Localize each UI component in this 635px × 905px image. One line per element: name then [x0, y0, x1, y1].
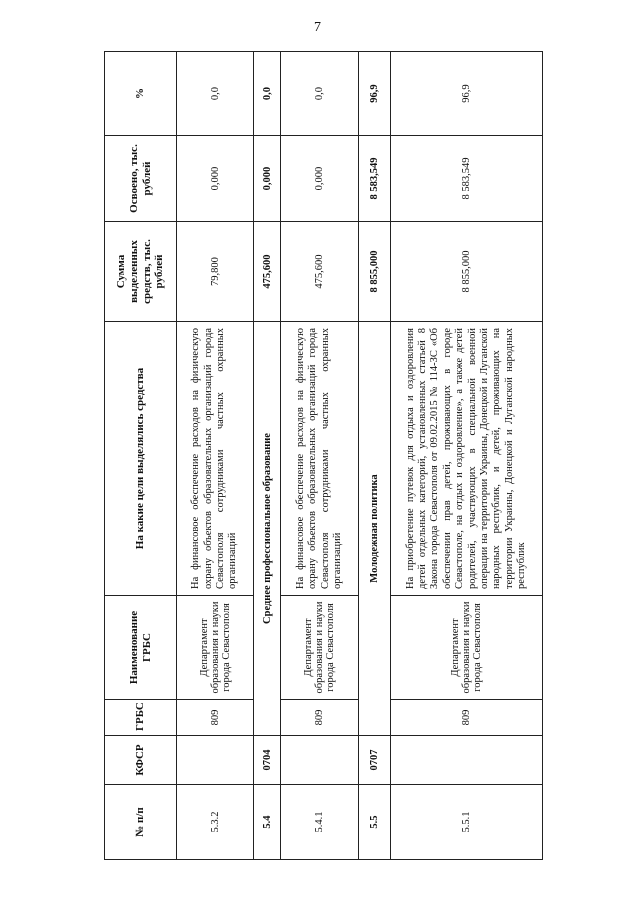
row-purpose: На приобретение путевок для отдыха и оздоровления детей отдельных категорий, установленных статьей 8 Закона города Севастополя от 09.02.2015 № 114-ЗС «Об обеспечении прав детей, проживающих в городе Севастополе, на отдых и оздоровление», а также детей родителей, участвующих в специальной военной операции на территории Украины, Донецкой и Луганской народных республик, и детей, проживающих на территории Украины, Донецкой и Луганской народных республик — [391, 322, 543, 596]
row-kfsr: 0704 — [254, 736, 281, 785]
funds-table — [104, 51, 543, 860]
table-row — [281, 52, 359, 860]
page-number: 7 — [314, 20, 321, 35]
row-num: 5.3.2 — [177, 785, 254, 860]
header-percent: % — [105, 52, 177, 136]
row-percent: 0,0 — [177, 52, 254, 136]
table-section-row — [359, 52, 391, 860]
row-num: 5.5.1 — [391, 785, 543, 860]
header-grbs: ГРБС — [105, 700, 177, 736]
row-name: Департамент образования и науки города Севастополя — [177, 596, 254, 700]
row-allocated: 79,800 — [177, 222, 254, 322]
row-percent: 96,9 — [359, 52, 391, 136]
row-num: 5.4.1 — [281, 785, 359, 860]
row-purpose: На финансовое обеспечение расходов на физическую охрану объектов образовательных организаций города Севастополя сотрудниками частных охранных организаций — [281, 322, 359, 596]
row-name: Департамент образования и науки города Севастополя — [281, 596, 359, 700]
row-spent: 0,000 — [177, 136, 254, 222]
row-spent: 8 583,549 — [359, 136, 391, 222]
row-grbs: 809 — [391, 700, 543, 736]
row-kfsr — [177, 736, 254, 785]
row-name: Департамент образования и науки города Севастополя — [391, 596, 543, 700]
row-purpose: На финансовое обеспечение расходов на физическую охрану объектов образовательных организаций города Севастополя сотрудниками частных охранных организаций — [177, 322, 254, 596]
header-allocated: Сумма выделенных средств, тыс. рублей — [105, 222, 177, 322]
row-allocated: 8 855,000 — [359, 222, 391, 322]
row-num: 5.4 — [254, 785, 281, 860]
row-kfsr — [281, 736, 359, 785]
row-grbs: 809 — [281, 700, 359, 736]
row-allocated: 475,600 — [281, 222, 359, 322]
row-spent: 8 583,549 — [391, 136, 543, 222]
row-spent: 0,000 — [281, 136, 359, 222]
row-grbs: 809 — [177, 700, 254, 736]
row-allocated: 475,600 — [254, 222, 281, 322]
row-percent: 0,0 — [254, 52, 281, 136]
table-section-row — [254, 52, 281, 860]
row-allocated: 8 855,000 — [391, 222, 543, 322]
header-name: Наименование ГРБС — [105, 596, 177, 700]
header-kfsr: КФСР — [105, 736, 177, 785]
row-kfsr — [391, 736, 543, 785]
row-percent: 0,0 — [281, 52, 359, 136]
row-kfsr: 0707 — [359, 736, 391, 785]
row-num: 5.5 — [359, 785, 391, 860]
table-header-row — [105, 52, 177, 860]
table-row — [177, 52, 254, 860]
header-spent: Освоено, тыс. рублей — [105, 136, 177, 222]
header-num: № п/п — [105, 785, 177, 860]
row-percent: 96,9 — [391, 52, 543, 136]
table-row — [391, 52, 543, 860]
header-purpose: На какие цели выделялись средства — [105, 322, 177, 596]
row-spent: 0,000 — [254, 136, 281, 222]
rotated-table-wrapper — [104, 52, 558, 860]
section-title: Среднее профессиональное образование — [254, 322, 281, 736]
section-title: Молодежная политика — [359, 322, 391, 736]
